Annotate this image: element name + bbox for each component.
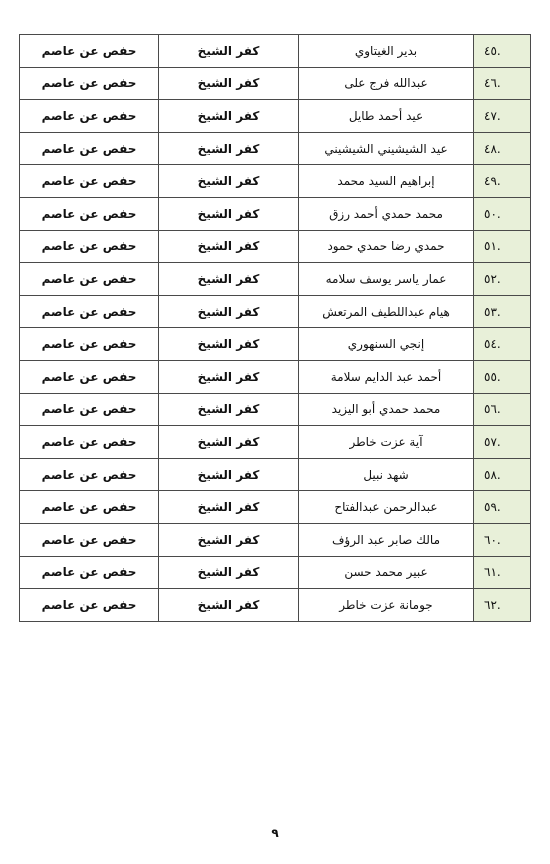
row-number: .٥٦ — [474, 393, 531, 426]
recitation: حفص عن عاصم — [20, 589, 159, 622]
row-number: .٥٠ — [474, 197, 531, 230]
location: كفر الشيخ — [159, 426, 299, 459]
table-row — [20, 328, 531, 361]
table-row — [20, 556, 531, 589]
recitation: حفص عن عاصم — [20, 556, 159, 589]
row-number: .٥٤ — [474, 328, 531, 361]
recitation: حفص عن عاصم — [20, 491, 159, 524]
table-row — [20, 100, 531, 133]
recitation: حفص عن عاصم — [20, 230, 159, 263]
person-name: شهد نبيل — [299, 458, 474, 491]
row-number: .٦٢ — [474, 589, 531, 622]
table-row — [20, 295, 531, 328]
person-name: مالك صابر عبد الرؤف — [299, 523, 474, 556]
location: كفر الشيخ — [159, 132, 299, 165]
row-number: .٤٥ — [474, 35, 531, 68]
row-number: .٥٩ — [474, 491, 531, 524]
row-number: .٥١ — [474, 230, 531, 263]
person-name: هيام عبداللطيف المرتعش — [299, 295, 474, 328]
person-name: عيد الشيشيني الشيشيني — [299, 132, 474, 165]
row-number: .٤٦ — [474, 67, 531, 100]
row-number: .٤٩ — [474, 165, 531, 198]
table-row — [20, 393, 531, 426]
recitation: حفص عن عاصم — [20, 458, 159, 491]
location: كفر الشيخ — [159, 556, 299, 589]
person-name: آية عزت خاطر — [299, 426, 474, 459]
recitation: حفص عن عاصم — [20, 426, 159, 459]
person-name: بدير الغيتاوي — [299, 35, 474, 68]
table-row — [20, 263, 531, 296]
person-name: عبير محمد حسن — [299, 556, 474, 589]
recitation: حفص عن عاصم — [20, 132, 159, 165]
row-number: .٦١ — [474, 556, 531, 589]
recitation: حفص عن عاصم — [20, 35, 159, 68]
recitation: حفص عن عاصم — [20, 100, 159, 133]
row-number: .٤٧ — [474, 100, 531, 133]
location: كفر الشيخ — [159, 35, 299, 68]
person-name: محمد حمدي أحمد رزق — [299, 197, 474, 230]
recitation: حفص عن عاصم — [20, 263, 159, 296]
recitation: حفص عن عاصم — [20, 197, 159, 230]
roster-body — [20, 35, 531, 622]
row-number: .٥٢ — [474, 263, 531, 296]
person-name: عبدالرحمن عبدالفتاح — [299, 491, 474, 524]
person-name: محمد حمدي أبو اليزيد — [299, 393, 474, 426]
location: كفر الشيخ — [159, 328, 299, 361]
recitation: حفص عن عاصم — [20, 165, 159, 198]
location: كفر الشيخ — [159, 360, 299, 393]
row-number: .٦٠ — [474, 523, 531, 556]
page-number: ٩ — [271, 826, 279, 840]
location: كفر الشيخ — [159, 197, 299, 230]
location: كفر الشيخ — [159, 458, 299, 491]
person-name: عمار ياسر يوسف سلامه — [299, 263, 474, 296]
location: كفر الشيخ — [159, 230, 299, 263]
roster-table — [19, 34, 531, 622]
row-number: .٥٥ — [474, 360, 531, 393]
table-row — [20, 426, 531, 459]
table-row — [20, 197, 531, 230]
table-row — [20, 132, 531, 165]
table-row — [20, 360, 531, 393]
location: كفر الشيخ — [159, 523, 299, 556]
location: كفر الشيخ — [159, 491, 299, 524]
table-row — [20, 67, 531, 100]
person-name: إنجي السنهوري — [299, 328, 474, 361]
location: كفر الشيخ — [159, 67, 299, 100]
location: كفر الشيخ — [159, 100, 299, 133]
table-row — [20, 230, 531, 263]
person-name: عيد أحمد طايل — [299, 100, 474, 133]
row-number: .٥٧ — [474, 426, 531, 459]
location: كفر الشيخ — [159, 295, 299, 328]
recitation: حفص عن عاصم — [20, 328, 159, 361]
table-row — [20, 523, 531, 556]
recitation: حفص عن عاصم — [20, 295, 159, 328]
recitation: حفص عن عاصم — [20, 360, 159, 393]
table-row — [20, 165, 531, 198]
row-number: .٥٨ — [474, 458, 531, 491]
row-number: .٤٨ — [474, 132, 531, 165]
table-row — [20, 589, 531, 622]
table-row — [20, 491, 531, 524]
person-name: حمدي رضا حمدي حمود — [299, 230, 474, 263]
person-name: إبراهيم السيد محمد — [299, 165, 474, 198]
location: كفر الشيخ — [159, 393, 299, 426]
table-row — [20, 35, 531, 68]
row-number: .٥٣ — [474, 295, 531, 328]
location: كفر الشيخ — [159, 263, 299, 296]
recitation: حفص عن عاصم — [20, 393, 159, 426]
person-name: عبدالله فرج على — [299, 67, 474, 100]
recitation: حفص عن عاصم — [20, 67, 159, 100]
person-name: أحمد عبد الدايم سلامة — [299, 360, 474, 393]
location: كفر الشيخ — [159, 589, 299, 622]
recitation: حفص عن عاصم — [20, 523, 159, 556]
person-name: جومانة عزت خاطر — [299, 589, 474, 622]
location: كفر الشيخ — [159, 165, 299, 198]
table-row — [20, 458, 531, 491]
